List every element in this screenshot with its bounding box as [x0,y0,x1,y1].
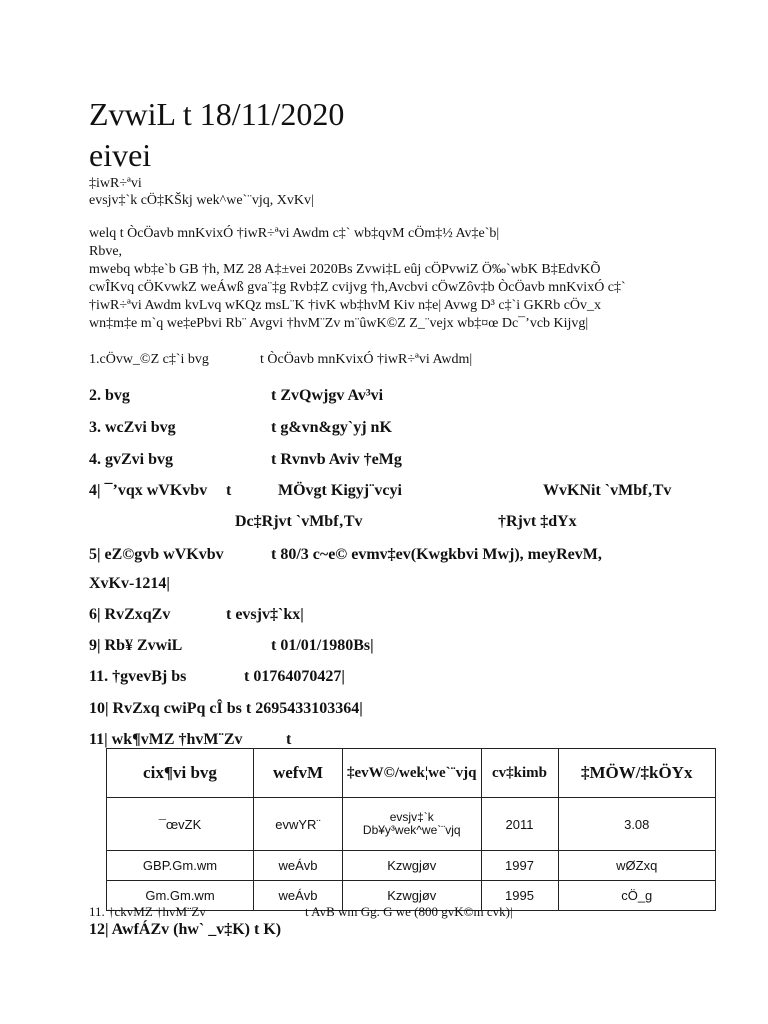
field-5-upazila: Dc‡Rjvt `vMbf‚Tv [235,513,363,530]
education-table [106,748,716,911]
field-11-sep: t [286,731,292,748]
table-cell: 3.08 [558,798,716,851]
subject-line: welq t ÒcÖavb mnKvixÓ †iwR÷ªvi Awdm c‡` wb‡qvM cÖm‡½ Av‡e`b| [89,226,500,241]
field-1-value: t ÒcÖavb mnKvixÓ †iwR÷ªvi Awdm| [260,352,473,367]
table-cell: Gm.Gm.wm [107,881,254,911]
table-cell: Kzwgjøv [343,851,482,881]
table-header-cell: cix¶vi bvg [107,749,254,798]
field-7-label: 6| RvZxqZv [89,606,171,623]
table-cell: GBP.Gm.wm [107,851,254,881]
field-7-value: t evsjv‡`kx| [226,606,304,623]
page-title-line1: ZvwiL t 18/11/2020 [89,96,345,132]
field-4-label: 4. gvZvi bvg [89,451,174,468]
address-line2: evsjv‡`k cÖ‡KŠkj wek^we`¨vjq, XvKv| [89,193,314,208]
table-cell: weÁvb [254,851,343,881]
salutation: Rbve, [89,244,123,259]
field-12-label: 12| AwfÁZv (hw` _v‡K) t K) [89,921,282,938]
table-cell: ¯œvZK [107,798,254,851]
field-6-label: 5| eZ©gvb wVKvbv [89,546,224,563]
field-9-value: t 01764070427| [244,668,345,685]
table-row [107,851,716,881]
address-line1: ‡iwR÷ªvi [89,176,142,191]
field-5-label: 4| ¯’vqx wVKvbv [89,482,208,499]
table-cell: 1997 [481,851,558,881]
table-cell: 2011 [481,798,558,851]
field-3-value: t g&vn&gy`yj nK [271,419,392,436]
body-line-1: mwebq wb‡e`b GB †h, MZ 28 A‡±vei 2020Bs Zvwi‡L eûj cÖPvwiZ Ö‰`wbK B‡EdvKÕ [89,262,601,277]
body-line-3: †iwR÷ªvi Awdm kvLvq wKQz msL¨K †ivK wb‡hvM Kiv n‡e| Avwg D³ c‡`i GKRb cÖv_x [89,298,602,313]
field-3-label: 3. wcZvi bvg [89,419,176,436]
table-cell: wØZxq [558,851,716,881]
field-6-value: t 80/3 c~e© evmv‡ev(Kwgkbvi Mwj), meyRevM, [271,546,602,563]
field-11-label: 11| wk¶vMZ †hvM¨Zv [89,731,243,748]
table-row [107,798,716,851]
experience-label: 11. †ckvMZ †hvM¨Zv [89,904,206,919]
page-title-line2: eivei [89,137,152,173]
field-5-post: WvKNit `vMbf‚Tv [543,482,672,499]
table-cell: evwYR¨ [254,798,343,851]
field-5-district: †Rjvt ‡dYx [498,513,577,530]
table-header-cell: ‡evW©/wek¦we`¨vjq [343,749,482,798]
field-1-label: 1.cÖvw_©Z c‡`i bvg [89,352,209,367]
table-cell: evsjv‡`k Db¥y³wek^we`¨vjq [343,798,482,851]
table-cell: 1995 [481,881,558,911]
table-header-cell: ‡MÖW/‡kÖYx [558,749,716,798]
field-5-village: MÖvgt Kigyj¨vcyi [278,482,402,499]
field-9-label: 11. †gvevBj bs [89,668,187,685]
field-2-label: 2. bvg [89,387,130,404]
field-10-label: 10| RvZxq cwiPq cÎ bs t 2695433103364| [89,700,363,717]
table-cell: Kzwgjøv [343,881,482,911]
field-6-cont: XvKv-1214| [89,575,170,592]
table-cell: weÁvb [254,881,343,911]
table-header-cell: wefvM [254,749,343,798]
body-line-2: cwÎKvq cÖKvwkZ weÁwß gva¨‡g Rvb‡Z cvijvg †h,Avcbvi cÖwZôv‡b ÒcÖavb mnKvixÓ c‡` [89,280,626,295]
field-8-label: 9| Rb¥ ZvwiL [89,637,183,654]
field-2-value: t ZvQwjgv Av³vi [271,387,384,404]
table-header-cell: cv‡kimb [481,749,558,798]
body-line-4: wn‡m‡e m`q we‡ePbvi Rb¨ Avgvi †hvM¨Zv m¨ûwK©Z Z_¨vejx wb‡¤œ Dc¯’vcb Kijvg| [89,316,589,331]
field-8-value: t 01/01/1980Bs| [271,637,374,654]
field-5-sep: t [226,482,232,499]
field-4-value: t Rvnvb Aviv †eMg [271,451,402,468]
experience-value: t AvB wm Gg. G we (800 gvK©m cvk)| [305,904,513,919]
table-header-row [107,749,716,798]
table-cell: cÖ_g [558,881,716,911]
